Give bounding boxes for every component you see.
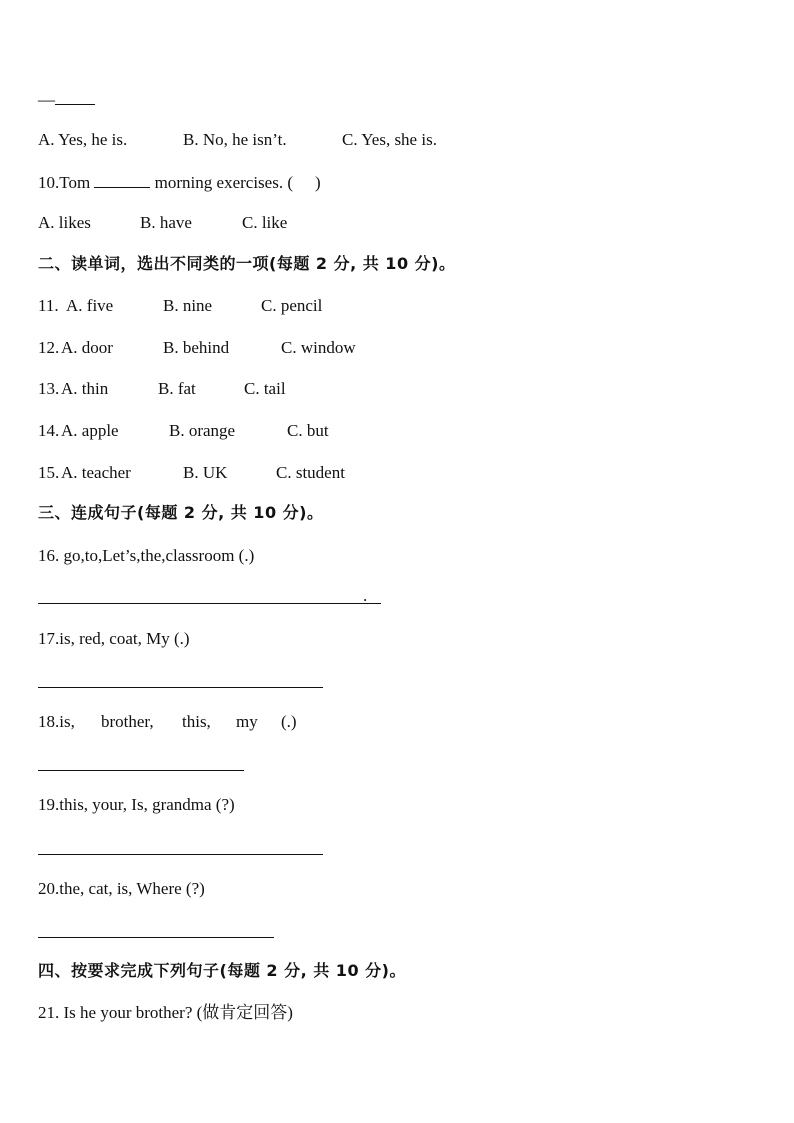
q14-option-c: C. but — [287, 421, 329, 440]
q9-option-a: A. Yes, he is. — [38, 130, 128, 149]
q10-text: morning exercises. ( — [154, 173, 293, 192]
q10-stem — [38, 171, 321, 193]
q12-number: 12. — [38, 338, 60, 357]
q18-answer-line[interactable] — [38, 770, 244, 771]
q10-blank[interactable] — [94, 171, 150, 188]
section2-heading: 二、读单词，选出不同类的一项(每题 2 分, 共 10 分)。 — [38, 254, 456, 273]
q20-prompt: 20.the, cat, is, Where (?) — [38, 879, 205, 898]
q14-option-b: B. orange — [169, 421, 236, 440]
q21-prompt: 21. Is he your brother? (做肯定回答) — [38, 1003, 293, 1022]
q11-option-b: B. nine — [163, 296, 213, 315]
q10-option-b: B. have — [140, 213, 192, 232]
q17-answer-line[interactable] — [38, 687, 323, 688]
q18-part-2: brother, — [101, 712, 154, 731]
q15-option-c: C. student — [276, 463, 345, 482]
q20-answer-line[interactable] — [38, 937, 274, 938]
q13-option-a: A. thin — [61, 379, 109, 398]
q16-end-mark: . — [363, 586, 368, 605]
q9-option-b: B. No, he isn’t. — [183, 130, 287, 149]
q10-close: ) — [315, 173, 321, 192]
q16-prompt: 16. go,to,Let’s,the,classroom (.) — [38, 546, 255, 565]
q18-part-4: my — [236, 712, 258, 731]
q11-number: 11. — [38, 296, 59, 315]
q12-option-c: C. window — [281, 338, 356, 357]
q16-answer-line[interactable] — [38, 603, 381, 604]
q19-prompt: 19.this, your, Is, grandma (?) — [38, 795, 235, 814]
q9-answer-line — [38, 88, 95, 110]
q10-option-c: C. like — [242, 213, 288, 232]
q17-prompt: 17.is, red, coat, My (.) — [38, 629, 190, 648]
q10-number: 10.Tom — [38, 173, 91, 192]
q12-option-b: B. behind — [163, 338, 230, 357]
q11-option-c: C. pencil — [261, 296, 323, 315]
q11-option-a: A. five — [66, 296, 114, 315]
section4-heading: 四、按要求完成下列句子(每题 2 分, 共 10 分)。 — [38, 961, 406, 980]
q15-option-a: A. teacher — [61, 463, 131, 482]
q13-number: 13. — [38, 379, 60, 398]
q15-option-b: B. UK — [183, 463, 228, 482]
q13-option-b: B. fat — [158, 379, 196, 398]
q18-part-1: 18.is, — [38, 712, 75, 731]
q9-option-c: C. Yes, she is. — [342, 130, 437, 149]
section3-heading: 三、连成句子(每题 2 分, 共 10 分)。 — [38, 503, 324, 522]
q19-answer-line[interactable] — [38, 854, 323, 855]
q15-number: 15. — [38, 463, 60, 482]
q9-dash: — — [38, 90, 55, 109]
q12-option-a: A. door — [61, 338, 113, 357]
q18-part-5: (.) — [281, 712, 297, 731]
q14-number: 14. — [38, 421, 60, 440]
q13-option-c: C. tail — [244, 379, 286, 398]
q14-option-a: A. apple — [61, 421, 119, 440]
q9-blank[interactable] — [55, 88, 95, 105]
q18-part-3: this, — [182, 712, 211, 731]
q10-option-a: A. likes — [38, 213, 91, 232]
